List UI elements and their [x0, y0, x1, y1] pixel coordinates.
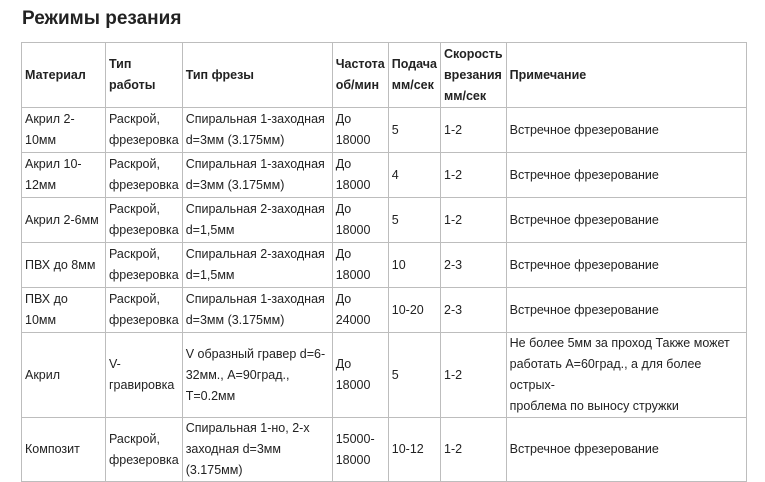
- cell-note: Встречное фрезерование: [506, 418, 746, 482]
- cell-cutter-type: Спиральная 1-заходная d=3мм (3.175мм): [182, 153, 332, 198]
- cell-feed: 10: [388, 243, 440, 288]
- cell-spindle-speed: До 18000: [332, 153, 388, 198]
- cell-note: Встречное фрезерование: [506, 288, 746, 333]
- cell-material: ПВХ до 10мм: [22, 288, 106, 333]
- cell-spindle-speed: До 18000: [332, 108, 388, 153]
- header-feed: Подача мм/сек: [388, 43, 440, 108]
- cell-work-type: Раскрой, фрезеровка: [106, 418, 183, 482]
- cell-note: Встречное фрезерование: [506, 108, 746, 153]
- cell-plunge-speed: 2-3: [441, 243, 507, 288]
- cell-plunge-speed: 1-2: [441, 198, 507, 243]
- cell-spindle-speed: 15000- 18000: [332, 418, 388, 482]
- cell-feed: 10-20: [388, 288, 440, 333]
- cell-work-type: V- гравировка: [106, 333, 183, 418]
- header-cutter-type: Тип фрезы: [182, 43, 332, 108]
- cell-feed: 4: [388, 153, 440, 198]
- table-row: [22, 418, 747, 482]
- cell-material: Акрил 2-6мм: [22, 198, 106, 243]
- cell-feed: 10-12: [388, 418, 440, 482]
- header-work-type: Тип работы: [106, 43, 183, 108]
- cell-spindle-speed: До 18000: [332, 243, 388, 288]
- cell-material: Акрил 2-10мм: [22, 108, 106, 153]
- cell-work-type: Раскрой, фрезеровка: [106, 243, 183, 288]
- table-row: [22, 288, 747, 333]
- table-row: [22, 198, 747, 243]
- cell-plunge-speed: 2-3: [441, 288, 507, 333]
- cell-work-type: Раскрой, фрезеровка: [106, 153, 183, 198]
- cell-work-type: Раскрой, фрезеровка: [106, 108, 183, 153]
- cell-spindle-speed: До 24000: [332, 288, 388, 333]
- header-material: Материал: [22, 43, 106, 108]
- cell-feed: 5: [388, 108, 440, 153]
- header-note: Примечание: [506, 43, 746, 108]
- cell-plunge-speed: 1-2: [441, 333, 507, 418]
- table-row: [22, 153, 747, 198]
- cell-plunge-speed: 1-2: [441, 108, 507, 153]
- cell-spindle-speed: До 18000: [332, 198, 388, 243]
- cell-cutter-type: V образный гравер d=6- 32мм., A=90град., T=0.2мм: [182, 333, 332, 418]
- cell-cutter-type: Спиральная 1-заходная d=3мм (3.175мм): [182, 288, 332, 333]
- cell-work-type: Раскрой, фрезеровка: [106, 288, 183, 333]
- cutting-modes-table: [21, 42, 747, 482]
- cell-feed: 5: [388, 333, 440, 418]
- cell-material: Акрил 10-12мм: [22, 153, 106, 198]
- cell-spindle-speed: До 18000: [332, 333, 388, 418]
- cell-note: Не более 5мм за проход Также может работать A=60град., а для более острых- проблема по выносу стружки: [506, 333, 746, 418]
- cell-note: Встречное фрезерование: [506, 153, 746, 198]
- table-row: [22, 243, 747, 288]
- table-row: [22, 333, 747, 418]
- table-header-row: [22, 43, 747, 108]
- cell-cutter-type: Спиральная 1-но, 2-х заходная d=3мм (3.175мм): [182, 418, 332, 482]
- cell-material: Акрил: [22, 333, 106, 418]
- cell-plunge-speed: 1-2: [441, 153, 507, 198]
- table-row: [22, 108, 747, 153]
- cell-cutter-type: Спиральная 1-заходная d=3мм (3.175мм): [182, 108, 332, 153]
- cell-material: ПВХ до 8мм: [22, 243, 106, 288]
- cell-note: Встречное фрезерование: [506, 198, 746, 243]
- cell-cutter-type: Спиральная 2-заходная d=1,5мм: [182, 198, 332, 243]
- header-spindle-speed: Частота об/мин: [332, 43, 388, 108]
- cell-feed: 5: [388, 198, 440, 243]
- cell-work-type: Раскрой, фрезеровка: [106, 198, 183, 243]
- cell-cutter-type: Спиральная 2-заходная d=1,5мм: [182, 243, 332, 288]
- cell-note: Встречное фрезерование: [506, 243, 746, 288]
- header-plunge-speed: Скорость врезания мм/сек: [441, 43, 507, 108]
- page-title: Режимы резания: [22, 8, 182, 29]
- cell-plunge-speed: 1-2: [441, 418, 507, 482]
- cell-material: Композит: [22, 418, 106, 482]
